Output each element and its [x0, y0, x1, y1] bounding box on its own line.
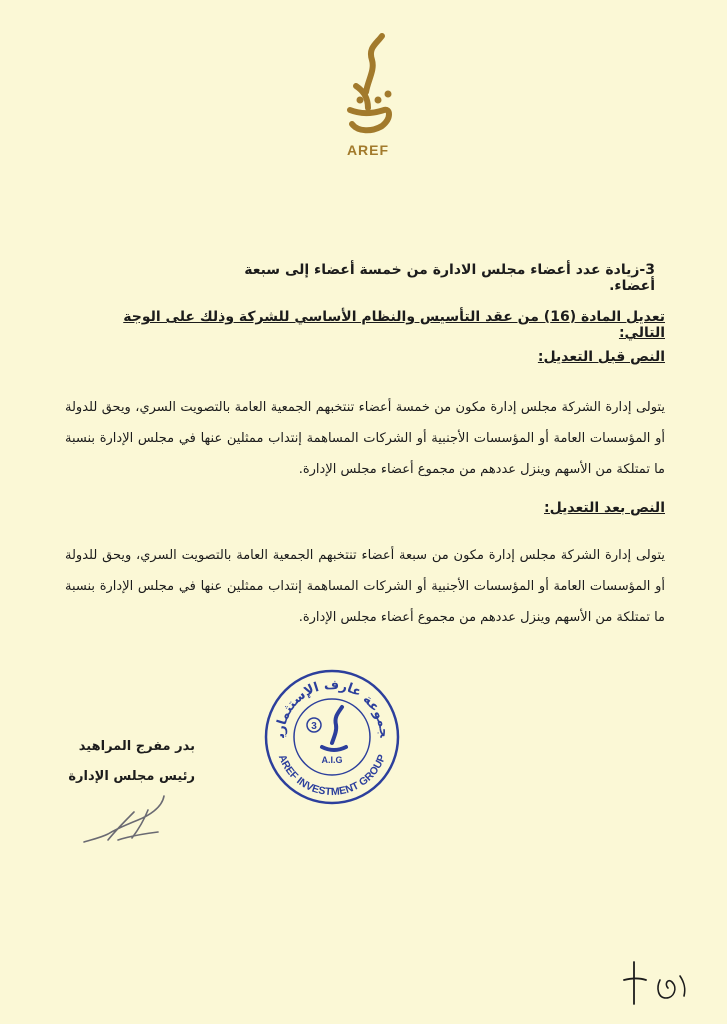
- item-heading: 3-زيادة عدد أعضاء مجلس الادارة من خمسة أعضاء إلى سبعة أعضاء.: [244, 262, 655, 294]
- stamp-seal-icon: [262, 667, 402, 807]
- after-amendment-heading: النص بعد التعديل:: [544, 500, 665, 516]
- company-logo: [328, 30, 408, 160]
- signatory-block: [60, 732, 195, 792]
- stamp-number: 3: [311, 721, 317, 732]
- handwritten-page-mark-icon: [620, 958, 700, 1008]
- logo-text: AREF: [346, 142, 390, 158]
- svg-text:مجموعة عارف الإستثمارية: [262, 667, 391, 739]
- before-amendment-heading: النص قبل التعديل:: [537, 349, 665, 365]
- after-amendment-text: يتولى إدارة الشركة مجلس إدارة مكون من سبعة أعضاء تنتخبهم الجمعية العامة بالتصويت السري، ويحق للدولة أو المؤسسات العامة أو المؤسسات الأجنبية أو الشركات المساهمة إنتداب ممثلين عنها في مجلس الإدارة بنسبة ما تمتلكة من الأسهم وينزل عددهم من مجموع أعضاء مجلس الإدارة.: [65, 548, 665, 625]
- aref-logo-icon: [338, 30, 398, 140]
- signatory-title: رئيس مجلس الإدارة: [68, 769, 195, 784]
- amendment-title: تعديل المادة (16) من عقد التأسيس والنظام الأساسي للشركة وذلك على الوجة التالي:: [123, 309, 665, 341]
- stamp-english-ring-text: AREF INVESTMENT GROUP: [275, 752, 389, 799]
- company-stamp: [262, 667, 402, 807]
- stamp-abbr: A.I.G: [321, 755, 343, 765]
- stamp-arabic-ring-text: جموعة عارف الإستثمارية: [272, 677, 392, 739]
- before-amendment-text: يتولى إدارة الشركة مجلس إدارة مكون من خمسة أعضاء تنتخبهم الجمعية العامة بالتصويت السري، ويحق للدولة أو المؤسسات العامة أو المؤسسات الأجنبية أو الشركات المساهمة إنتداب ممثلين عنها في مجلس الإدارة بنسبة ما تمتلكة من الأسهم وينزل عددهم من مجموع أعضاء مجلس الإدارة.: [65, 400, 665, 477]
- signatory-name: بدر مفرج المراهيد: [78, 739, 195, 754]
- handwritten-signature-icon: [78, 790, 178, 850]
